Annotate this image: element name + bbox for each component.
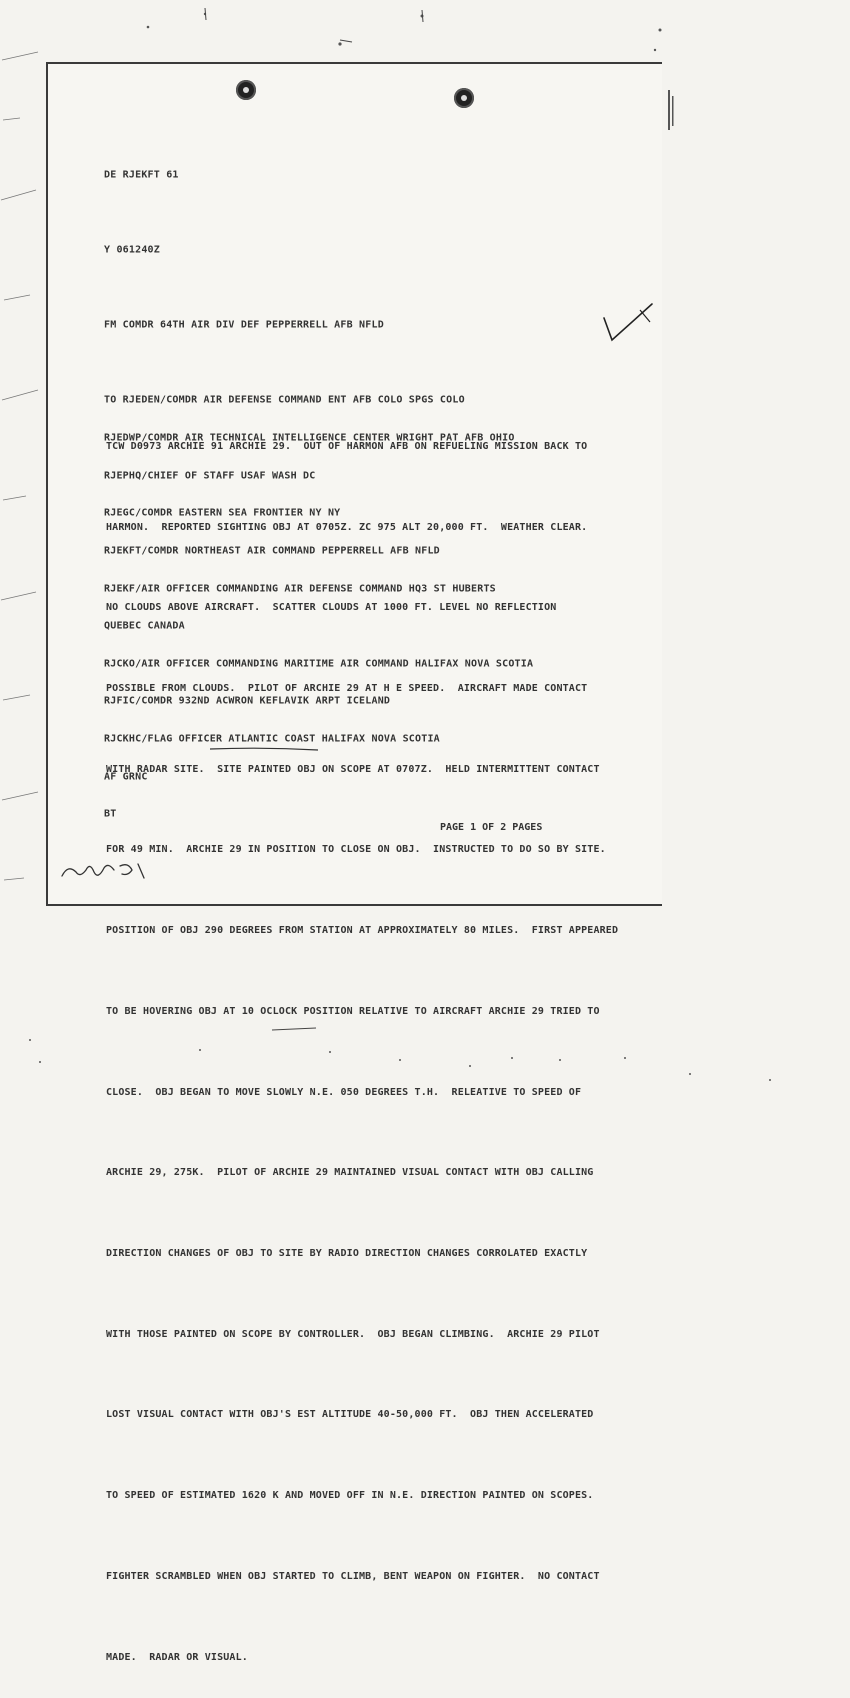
body-line: FOR 49 MIN. ARCHIE 29 IN POSITION TO CLOSE ON OBJ. INSTRUCTED TO DO SO BY SITE. [106, 844, 606, 856]
binding-edge [0, 40, 40, 920]
header-line: RJCKHC/FLAG OFFICER ATLANTIC COAST HALIFAX NOVA SCOTIA [104, 734, 440, 745]
punch-hole-right [454, 88, 474, 108]
body-line: NO CLOUDS ABOVE AIRCRAFT. SCATTER CLOUDS AT 1000 FT. LEVEL NO REFLECTION [106, 602, 557, 614]
header-line: RJEKF/AIR OFFICER COMMANDING AIR DEFENSE COMMAND HQ3 ST HUBERTS [104, 583, 496, 594]
body-line: CLOSE. OBJ BEGAN TO MOVE SLOWLY N.E. 050 DEGREES T.H. RELEATIVE TO SPEED OF [106, 1086, 582, 1098]
header-line: Y 061240Z [104, 245, 160, 256]
body-line: WITH THOSE PAINTED ON SCOPE BY CONTROLLER. OBJ BEGAN CLIMBING. ARCHIE 29 PILOT [106, 1328, 600, 1340]
header-line: RJEPHQ/CHIEF OF STAFF USAF WASH DC [104, 470, 316, 482]
page-number: PAGE 1 OF 2 PAGES [440, 822, 543, 833]
body-line: DIRECTION CHANGES OF OBJ TO SITE BY RADIO DIRECTION CHANGES CORROLATED EXACTLY [106, 1248, 588, 1259]
punch-hole-left [236, 80, 256, 100]
handwritten-checkmark-icon [600, 300, 656, 346]
body-line: WITH RADAR SITE. SITE PAINTED OBJ ON SCOPE AT 0707Z. HELD INTERMITTENT CONTACT [106, 763, 600, 775]
header-line: QUEBEC CANADA [104, 621, 185, 632]
header-line: RJEGC/COMDR EASTERN SEA FRONTIER NY NY [104, 508, 341, 519]
body-line: POSITION OF OBJ 290 DEGREES FROM STATION AT APPROXIMATELY 80 MILES. FIRST APPEARED [106, 925, 619, 937]
message-body [106, 380, 654, 1698]
body-line: TCW D0973 ARCHIE 91 ARCHIE 29. OUT OF HARMON AFB ON REFUELING MISSION BACK TO [106, 440, 588, 452]
handwritten-initials-icon [58, 854, 154, 884]
body-line: ARCHIE 29, 275K. PILOT OF ARCHIE 29 MAINTAINED VISUAL CONTACT WITH OBJ CALLING [106, 1167, 594, 1179]
header-line: AF GRNC [104, 771, 148, 783]
body-line: FIGHTER SCRAMBLED WHEN OBJ STARTED TO CLIMB, BENT WEAPON ON FIGHTER. NO CONTACT [106, 1570, 600, 1582]
body-line: LOST VISUAL CONTACT WITH OBJ'S EST ALTITUDE 40-50,000 FT. OBJ THEN ACCELERATED [106, 1409, 594, 1421]
body-line: MADE. RADAR OR VISUAL. [106, 1651, 248, 1663]
side-stamp-mark [664, 88, 676, 138]
header-line: RJFIC/COMDR 932ND ACWRON KEFLAVIK ARPT ICELAND [104, 696, 391, 707]
header-line: DE RJEKFT 61 [104, 170, 179, 181]
header-line: FM COMDR 64TH AIR DIV DEF PEPPERRELL AFB NFLD [104, 320, 384, 331]
header-line: RJEDWP/COMDR AIR TECHNICAL INTELLIGENCE CENTER WRIGHT PAT AFB OHIO [104, 432, 515, 444]
body-line: TO SPEED OF ESTIMATED 1620 K AND MOVED OFF IN N.E. DIRECTION PAINTED ON SCOPES. [106, 1490, 594, 1502]
body-line: HARMON. REPORTED SIGHTING OBJ AT 0705Z. ZC 975 ALT 20,000 FT. WEATHER CLEAR. [106, 521, 588, 533]
header-line: RJCKO/AIR OFFICER COMMANDING MARITIME AIR COMMAND HALIFAX NOVA SCOTIA [104, 658, 534, 670]
body-line: POSSIBLE FROM CLOUDS. PILOT OF ARCHIE 29 AT H E SPEED. AIRCRAFT MADE CONTACT [106, 682, 588, 694]
header-line: TO RJEDEN/COMDR AIR DEFENSE COMMAND ENT AFB COLO SPGS COLO [104, 395, 465, 406]
header-line: RJEKFT/COMDR NORTHEAST AIR COMMAND PEPPERRELL AFB NFLD [104, 545, 440, 557]
header-line: BT [104, 809, 117, 820]
body-line: TO BE HOVERING OBJ AT 10 OCLOCK POSITION RELATIVE TO AIRCRAFT ARCHIE 29 TRIED TO [106, 1005, 600, 1017]
handwritten-underline [208, 747, 320, 751]
